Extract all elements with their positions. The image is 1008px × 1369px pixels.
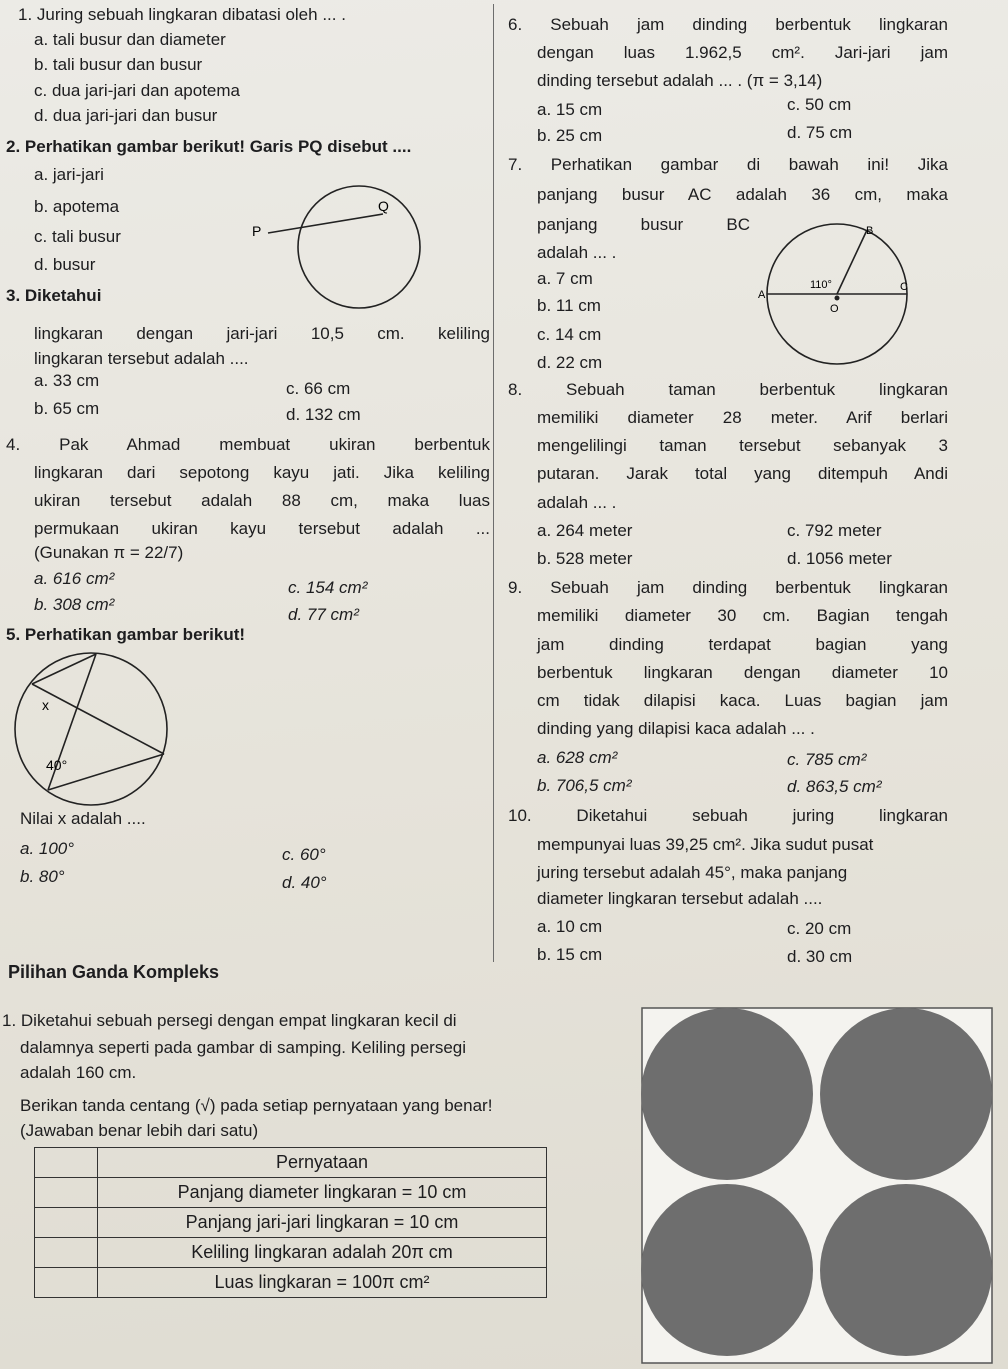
q5-label-x: x (42, 697, 49, 713)
q4-option-a: a. 616 cm² (34, 569, 115, 588)
q8-option-c: c. 792 meter (787, 521, 882, 540)
q7-label-a: A (758, 289, 766, 301)
q3-line3: lingkaran tersebut adalah .... (34, 349, 249, 368)
q4-line5: (Gunakan π = 22/7) (34, 543, 184, 562)
q5-circle (15, 653, 167, 805)
q3-option-c: c. 66 cm (286, 379, 351, 398)
q4-option-d: d. 77 cm² (288, 605, 359, 624)
checkbox-cell[interactable] (35, 1208, 98, 1238)
cq1-line3: adalah 160 cm. (20, 1063, 137, 1082)
q6-line1: 6. Sebuah jam dinding berbentuk lingkaran (508, 15, 948, 34)
q9-line6: dinding yang dilapisi kaca adalah ... . (537, 719, 815, 738)
q9-option-c: c. 785 cm² (787, 750, 867, 769)
cq1-line1: 1. Diketahui sebuah persegi dengan empat lingkaran kecil di (2, 1011, 457, 1030)
q3-line1: 3. Diketahui (6, 286, 102, 305)
q5-circle-figure (6, 644, 206, 810)
cq1-line5: (Jawaban benar lebih dari satu) (20, 1121, 259, 1140)
q2-label-q: Q (378, 198, 389, 214)
q7-option-b: b. 11 cm (537, 296, 601, 315)
q7-option-c: c. 14 cm (537, 325, 602, 344)
q3-option-b: b. 65 cm (34, 399, 100, 418)
q4-line3: ukiran tersebut adalah 88 cm, maka luas (34, 491, 490, 510)
column-divider (493, 4, 494, 962)
q1-option-c: c. dua jari-jari dan apotema (34, 81, 241, 100)
q9-option-b: b. 706,5 cm² (537, 776, 632, 795)
table-row (35, 1238, 547, 1268)
q7-label-c: C (900, 281, 908, 293)
q9-option-d: d. 863,5 cm² (787, 777, 882, 796)
q5-stem: 5. Perhatikan gambar berikut! (6, 625, 246, 644)
q5-option-c: c. 60° (282, 845, 326, 864)
q5-label-angle: 40° (46, 757, 68, 773)
q5-option-d: d. 40° (282, 873, 327, 892)
q7-label-angle: 110° (810, 279, 832, 291)
q7-option-d: d. 22 cm (537, 353, 603, 372)
circle-top-left (641, 1008, 813, 1180)
q3-option-d: d. 132 cm (286, 405, 361, 424)
q8-line5: adalah ... . (537, 493, 617, 512)
statement-text: Panjang jari-jari lingkaran = 10 cm (98, 1208, 547, 1238)
statement-text: Keliling lingkaran adalah 20π cm (98, 1238, 547, 1268)
q2-option-c: c. tali busur (34, 227, 121, 246)
q8-line3: mengelilingi taman tersebut sebanyak 3 (537, 436, 948, 455)
q6-option-b: b. 25 cm (537, 126, 603, 145)
q7-option-a: a. 7 cm (537, 269, 593, 288)
q1-option-a: a. tali busur dan diameter (34, 30, 226, 49)
q6-option-c: c. 50 cm (787, 95, 852, 114)
table-header-row (35, 1148, 547, 1178)
header-check-cell (35, 1148, 98, 1178)
q5-question: Nilai x adalah .... (20, 809, 146, 828)
circle-bottom-right (820, 1184, 992, 1356)
q7-label-o: O (830, 303, 839, 315)
q8-line4: putaran. Jarak total yang ditempuh Andi (537, 464, 948, 483)
circle-top-right (820, 1008, 992, 1180)
checkbox-cell[interactable] (35, 1268, 98, 1298)
q9-line3: jam dinding terdapat bagian yang (537, 635, 948, 654)
q10-line2: mempunyai luas 39,25 cm². Jika sudut pusat (537, 835, 874, 854)
table-row (35, 1268, 547, 1298)
q2-option-a: a. jari-jari (34, 165, 104, 184)
q2-stem: 2. Perhatikan gambar berikut! Garis PQ disebut .... (6, 137, 412, 156)
table-header: Pernyataan (98, 1148, 547, 1178)
q7-line4: adalah ... . (537, 243, 617, 262)
cq1-line2: dalamnya seperti pada gambar di samping. Keliling persegi (20, 1038, 467, 1057)
q8-line2: memiliki diameter 28 meter. Arif berlari (537, 408, 948, 427)
q2-circle-figure (232, 176, 472, 314)
circle-bottom-left (641, 1184, 813, 1356)
q7-line2: panjang busur AC adalah 36 cm, maka (537, 185, 948, 204)
q9-option-a: a. 628 cm² (537, 748, 618, 767)
q2-circle (298, 186, 420, 308)
q10-line4: diameter lingkaran tersebut adalah .... (537, 889, 823, 908)
q4-line4: permukaan ukiran kayu tersebut adalah ... (34, 519, 490, 538)
q8-option-b: b. 528 meter (537, 549, 633, 568)
q10-line3: juring tersebut adalah 45°, maka panjang (537, 863, 848, 882)
q1-option-b: b. tali busur dan busur (34, 55, 203, 74)
q5-option-b: b. 80° (20, 867, 65, 886)
q6-option-d: d. 75 cm (787, 123, 853, 142)
q8-option-d: d. 1056 meter (787, 549, 892, 568)
statement-table (34, 1147, 547, 1298)
q10-option-d: d. 30 cm (787, 947, 853, 966)
q4-line1: 4. Pak Ahmad membuat ukiran berbentuk (6, 435, 490, 454)
q9-line4: berbentuk lingkaran dengan diameter 10 (537, 663, 948, 682)
q10-option-b: b. 15 cm (537, 945, 603, 964)
q1-stem: 1. Juring sebuah lingkaran dibatasi oleh ... . (18, 5, 346, 24)
q3-option-a: a. 33 cm (34, 371, 100, 390)
q6-line3: dinding tersebut adalah ... . (π = 3,14) (537, 71, 823, 90)
statement-text: Luas lingkaran = 100π cm² (98, 1268, 547, 1298)
table-row (35, 1208, 547, 1238)
q4-line2: lingkaran dari sepotong kayu jati. Jika keliling (34, 463, 490, 482)
q9-line5: cm tidak dilapisi kaca. Luas bagian jam (537, 691, 948, 710)
q6-option-a: a. 15 cm (537, 100, 603, 119)
statement-text: Panjang diameter lingkaran = 10 cm (98, 1178, 547, 1208)
q7-line1: 7. Perhatikan gambar di bawah ini! Jika (508, 155, 948, 174)
q2-option-b: b. apotema (34, 197, 120, 216)
q10-option-a: a. 10 cm (537, 917, 603, 936)
q9-line2: memiliki diameter 30 cm. Bagian tengah (537, 606, 948, 625)
section-title: Pilihan Ganda Kompleks (8, 962, 220, 982)
q8-line1: 8. Sebuah taman berbentuk lingkaran (508, 380, 948, 399)
q8-option-a: a. 264 meter (537, 521, 633, 540)
square-four-circles-figure (632, 1002, 1008, 1369)
q9-line1: 9. Sebuah jam dinding berbentuk lingkaran (508, 578, 948, 597)
q2-label-p: P (252, 223, 262, 239)
q7-line3: panjang busur BC (537, 215, 750, 234)
q2-chord-pq (268, 214, 383, 233)
q2-option-d: d. busur (34, 255, 96, 274)
q7-center-point (835, 296, 840, 301)
checkbox-cell[interactable] (35, 1178, 98, 1208)
checkbox-cell[interactable] (35, 1238, 98, 1268)
q7-label-b: B (866, 225, 874, 237)
q7-circle-figure (750, 216, 1000, 380)
cq1-line4: Berikan tanda centang (√) pada setiap pernyataan yang benar! (20, 1096, 493, 1115)
q1-option-d: d. dua jari-jari dan busur (34, 106, 218, 125)
q6-line2: dengan luas 1.962,5 cm². Jari-jari jam (537, 43, 948, 62)
q7-radius-ob (837, 230, 867, 294)
table-row (35, 1178, 547, 1208)
q5-option-a: a. 100° (20, 839, 75, 858)
q4-option-b: b. 308 cm² (34, 595, 115, 614)
q4-option-c: c. 154 cm² (288, 578, 368, 597)
q10-option-c: c. 20 cm (787, 919, 852, 938)
q3-line2: lingkaran dengan jari-jari 10,5 cm. keliling (34, 324, 490, 343)
q10-line1: 10. Diketahui sebuah juring lingkaran (508, 806, 948, 825)
q5-line-cross (32, 684, 164, 754)
